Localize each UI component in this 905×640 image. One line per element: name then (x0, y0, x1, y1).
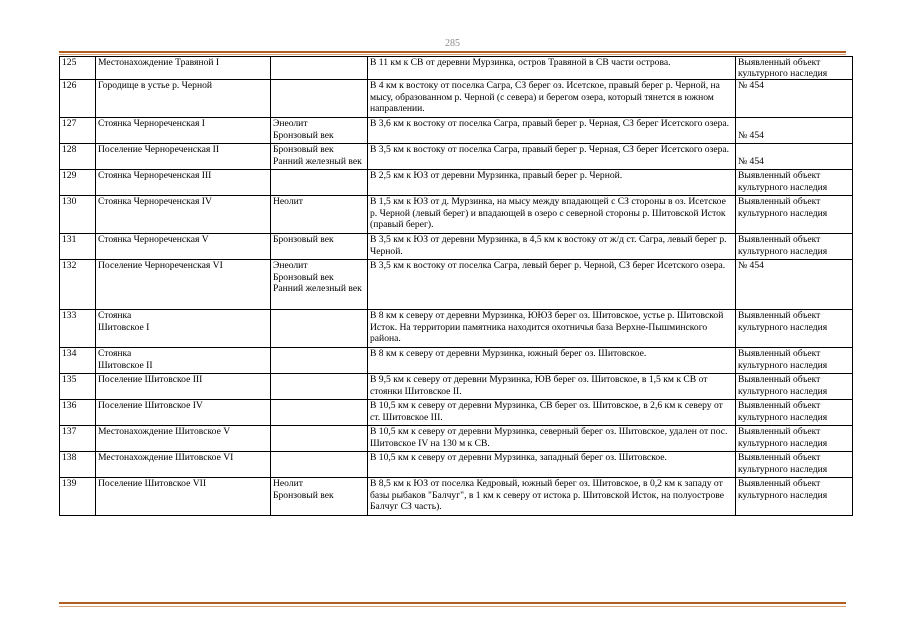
site-number-cell-text: 125 (62, 57, 77, 68)
site-status-cell-text: Выявленный объект культурного наследия (738, 170, 828, 193)
site-location-cell (368, 374, 736, 400)
site-status-cell (736, 426, 853, 452)
site-location-cell-text: В 3,5 км к востоку от поселка Сагра, левый берег р. Черной, СЗ берег Исетского озера. (370, 260, 726, 272)
site-name-cell-text: Поселение Шитовское VII (98, 478, 207, 490)
site-number-cell (60, 426, 96, 452)
site-location-cell-text: В 8,5 км к ЮЗ от поселка Кедровый, южный берег оз. Шитовское, в 0,2 км к западу от базы рыбаков "Балчуг", в 1 км к северу от истока р. Шитовской Исток, на полуострове Балчуг СЗ часть). (370, 478, 724, 512)
footer-divider (59, 602, 846, 607)
table-row (60, 144, 853, 170)
site-period-cell (271, 400, 368, 426)
site-name-cell (96, 260, 271, 310)
site-number-cell (60, 374, 96, 400)
site-status-cell (736, 400, 853, 426)
site-number-cell-text: 139 (62, 478, 77, 490)
site-number-cell (60, 348, 96, 374)
site-status-cell-text: Выявленный объект культурного наследия (738, 234, 828, 257)
site-number-cell-text: 132 (62, 260, 77, 272)
site-period-cell (271, 452, 368, 478)
table-row (60, 400, 853, 426)
site-location-cell-text: В 10,5 км к северу от деревни Мурзинка, северный берег оз. Шитовское, удален от пос. Шитовское IV на 130 м к СВ. (370, 426, 728, 449)
site-name-cell-text: Стоянка Шитовское II (98, 348, 153, 371)
table-row (60, 348, 853, 374)
site-status-cell-text: № 454 (738, 260, 764, 272)
site-name-cell-text: Стоянка Чернореченская I (98, 118, 205, 130)
site-status-cell-text: Выявленный объект культурного наследия (738, 452, 828, 475)
site-location-cell (368, 426, 736, 452)
site-name-cell (96, 118, 271, 144)
site-name-cell (96, 348, 271, 374)
site-location-cell-text: В 1,5 км к ЮЗ от д. Мурзинка, на мысу между впадающей с СЗ стороны в оз. Исетское р. Черной (левый берег) и впадающей в озеро с северной стороны р. Шитовской Исток (правый берег). (370, 196, 726, 230)
site-number-cell-text: 136 (62, 400, 77, 412)
site-number-cell-text: 126 (62, 80, 77, 92)
site-location-cell-text: В 2,5 км к ЮЗ от деревни Мурзинка, правый берег р. Черной. (370, 170, 623, 182)
site-status-cell (736, 170, 853, 196)
site-name-cell-text: Местонахождение Шитовское V (98, 426, 231, 438)
site-name-cell-text: Поселение Чернореченская VI (98, 260, 223, 272)
site-location-cell (368, 196, 736, 234)
site-status-cell (736, 57, 853, 80)
header-divider (59, 51, 846, 55)
site-number-cell-text: 131 (62, 234, 77, 246)
site-number-cell (60, 170, 96, 196)
site-number-cell (60, 118, 96, 144)
site-number-cell (60, 478, 96, 516)
table-body (60, 57, 853, 516)
site-name-cell (96, 144, 271, 170)
site-period-cell (271, 118, 368, 144)
site-name-cell (96, 234, 271, 260)
site-location-cell-text: В 8 км к северу от деревни Мурзинка, ЮЮЗ берег оз. Шитовское, устье р. Шитовской Исток. На территории памятника находится охотничья база Верхне-Пышминского района. (370, 310, 724, 344)
site-name-cell (96, 80, 271, 118)
site-status-cell-text: № 454 (738, 129, 764, 141)
site-number-cell (60, 80, 96, 118)
site-period-cell (271, 57, 368, 80)
site-location-cell (368, 118, 736, 144)
site-location-cell-text: В 10,5 км к северу от деревни Мурзинка, СВ берег оз. Шитовское, в 2,6 км к северу от ст. Шитовское III. (370, 400, 723, 423)
site-period-cell (271, 426, 368, 452)
site-location-cell-text: В 10,5 км к северу от деревни Мурзинка, западный берег оз. Шитовское. (370, 452, 667, 464)
site-status-cell (736, 310, 853, 348)
site-location-cell (368, 57, 736, 80)
site-number-cell (60, 196, 96, 234)
site-period-cell (271, 80, 368, 118)
site-status-cell (736, 80, 853, 118)
site-number-cell (60, 452, 96, 478)
site-period-cell-text: Неолит Бронзовый век (273, 478, 334, 501)
site-status-cell-text: Выявленный объект культурного наследия (738, 348, 828, 371)
site-name-cell (96, 310, 271, 348)
site-number-cell (60, 144, 96, 170)
site-period-cell-text: Неолит (273, 196, 303, 208)
site-location-cell (368, 260, 736, 310)
site-number-cell-text: 127 (62, 118, 77, 130)
site-name-cell-text: Городище в устье р. Черной (98, 80, 213, 92)
site-status-cell (736, 260, 853, 310)
site-status-cell-text: Выявленный объект культурного наследия (738, 196, 828, 219)
site-period-cell-text: Энеолит Бронзовый век (273, 118, 334, 141)
site-name-cell-text: Местонахождение Шитовское VI (98, 452, 234, 464)
site-name-cell-text: Стоянка Чернореченская V (98, 234, 209, 246)
site-number-cell-text: 130 (62, 196, 77, 208)
table-row (60, 452, 853, 478)
site-location-cell (368, 452, 736, 478)
site-status-cell (736, 234, 853, 260)
site-status-cell (736, 348, 853, 374)
site-number-cell (60, 310, 96, 348)
site-location-cell (368, 348, 736, 374)
site-name-cell-text: Поселение Шитовское IV (98, 400, 203, 412)
site-number-cell (60, 234, 96, 260)
site-name-cell (96, 426, 271, 452)
site-location-cell (368, 170, 736, 196)
site-status-cell (736, 452, 853, 478)
site-period-cell (271, 170, 368, 196)
site-number-cell (60, 57, 96, 80)
site-status-cell-text: Выявленный объект культурного наследия (738, 426, 828, 449)
site-period-cell-text: Бронзовый век (273, 234, 334, 246)
site-location-cell-text: В 4 км к востоку от поселка Сагра, СЗ берег оз. Исетское, правый берег р. Черной, на мысу, образованном р. Черной (с севера) и берегом озера, который тянется в южном направлении. (370, 80, 720, 114)
site-name-cell (96, 478, 271, 516)
site-status-cell-text: Выявленный объект культурного наследия (738, 57, 828, 80)
site-location-cell (368, 400, 736, 426)
site-location-cell-text: В 9,5 км к северу от деревни Мурзинка, ЮВ берег оз. Шитовское, в 1,5 км к СВ от стоянки Шитовское II. (370, 374, 708, 397)
site-number-cell-text: 129 (62, 170, 77, 182)
table-row (60, 80, 853, 118)
table-row (60, 234, 853, 260)
table-row (60, 170, 853, 196)
site-name-cell (96, 196, 271, 234)
site-number-cell (60, 260, 96, 310)
site-location-cell-text: В 3,5 км к ЮЗ от деревни Мурзинка, в 4,5 км к востоку от ж/д ст. Сагра, левый берег р. Черной. (370, 234, 727, 257)
site-period-cell (271, 374, 368, 400)
site-name-cell (96, 400, 271, 426)
site-name-cell-text: Поселение Шитовское III (98, 374, 203, 386)
table-row (60, 118, 853, 144)
site-location-cell (368, 234, 736, 260)
site-status-cell (736, 118, 853, 144)
site-number-cell-text: 135 (62, 374, 77, 386)
site-location-cell-text: В 3,5 км к востоку от поселка Сагра, правый берег р. Черная, СЗ берег Исетского озера. (370, 144, 730, 156)
site-location-cell-text: В 11 км к СВ от деревни Мурзинка, остров Травяной в СВ части острова. (370, 57, 671, 68)
site-location-cell (368, 478, 736, 516)
site-period-cell (271, 144, 368, 170)
table-row (60, 57, 853, 80)
table-row (60, 310, 853, 348)
table-row (60, 478, 853, 516)
page-number: 285 (445, 38, 460, 49)
site-period-cell (271, 348, 368, 374)
site-status-cell (736, 196, 853, 234)
site-status-cell-text: № 454 (738, 80, 764, 92)
table-row (60, 196, 853, 234)
site-status-cell-text: № 454 (738, 155, 764, 167)
site-name-cell-text: Стоянка Чернореченская IV (98, 196, 212, 208)
site-location-cell (368, 80, 736, 118)
site-number-cell (60, 400, 96, 426)
table-row (60, 374, 853, 400)
site-name-cell (96, 57, 271, 80)
site-name-cell (96, 452, 271, 478)
site-number-cell-text: 134 (62, 348, 77, 360)
site-period-cell (271, 478, 368, 516)
site-number-cell-text: 133 (62, 310, 77, 322)
site-status-cell-text: Выявленный объект культурного наследия (738, 374, 828, 397)
site-status-cell-text: Выявленный объект культурного наследия (738, 478, 828, 501)
site-location-cell (368, 310, 736, 348)
site-name-cell (96, 170, 271, 196)
site-status-cell (736, 478, 853, 516)
table-row (60, 426, 853, 452)
site-name-cell-text: Поселение Чернореченская II (98, 144, 220, 156)
site-period-cell-text: Энеолит Бронзовый век Ранний железный век (273, 260, 362, 294)
site-number-cell-text: 138 (62, 452, 77, 464)
heritage-sites-table (59, 56, 853, 516)
site-location-cell-text: В 3,6 км к востоку от поселка Сагра, правый берег р. Черная, СЗ берег Исетского озера. (370, 118, 730, 130)
site-number-cell-text: 137 (62, 426, 77, 438)
table-row (60, 260, 853, 310)
site-status-cell-text: Выявленный объект культурного наследия (738, 400, 828, 423)
site-period-cell (271, 196, 368, 234)
site-period-cell (271, 260, 368, 310)
site-name-cell (96, 374, 271, 400)
site-number-cell-text: 128 (62, 144, 77, 156)
site-period-cell (271, 310, 368, 348)
site-name-cell-text: Стоянка Чернореченская III (98, 170, 212, 182)
site-period-cell-text: Бронзовый век Ранний железный век (273, 144, 362, 167)
site-status-cell-text: Выявленный объект культурного наследия (738, 310, 828, 333)
site-status-cell (736, 374, 853, 400)
site-name-cell-text: Стоянка Шитовское I (98, 310, 150, 333)
site-name-cell-text: Местонахождение Травяной I (98, 57, 220, 68)
site-period-cell (271, 234, 368, 260)
site-status-cell (736, 144, 853, 170)
site-location-cell (368, 144, 736, 170)
site-location-cell-text: В 8 км к северу от деревни Мурзинка, южный берег оз. Шитовское. (370, 348, 647, 360)
